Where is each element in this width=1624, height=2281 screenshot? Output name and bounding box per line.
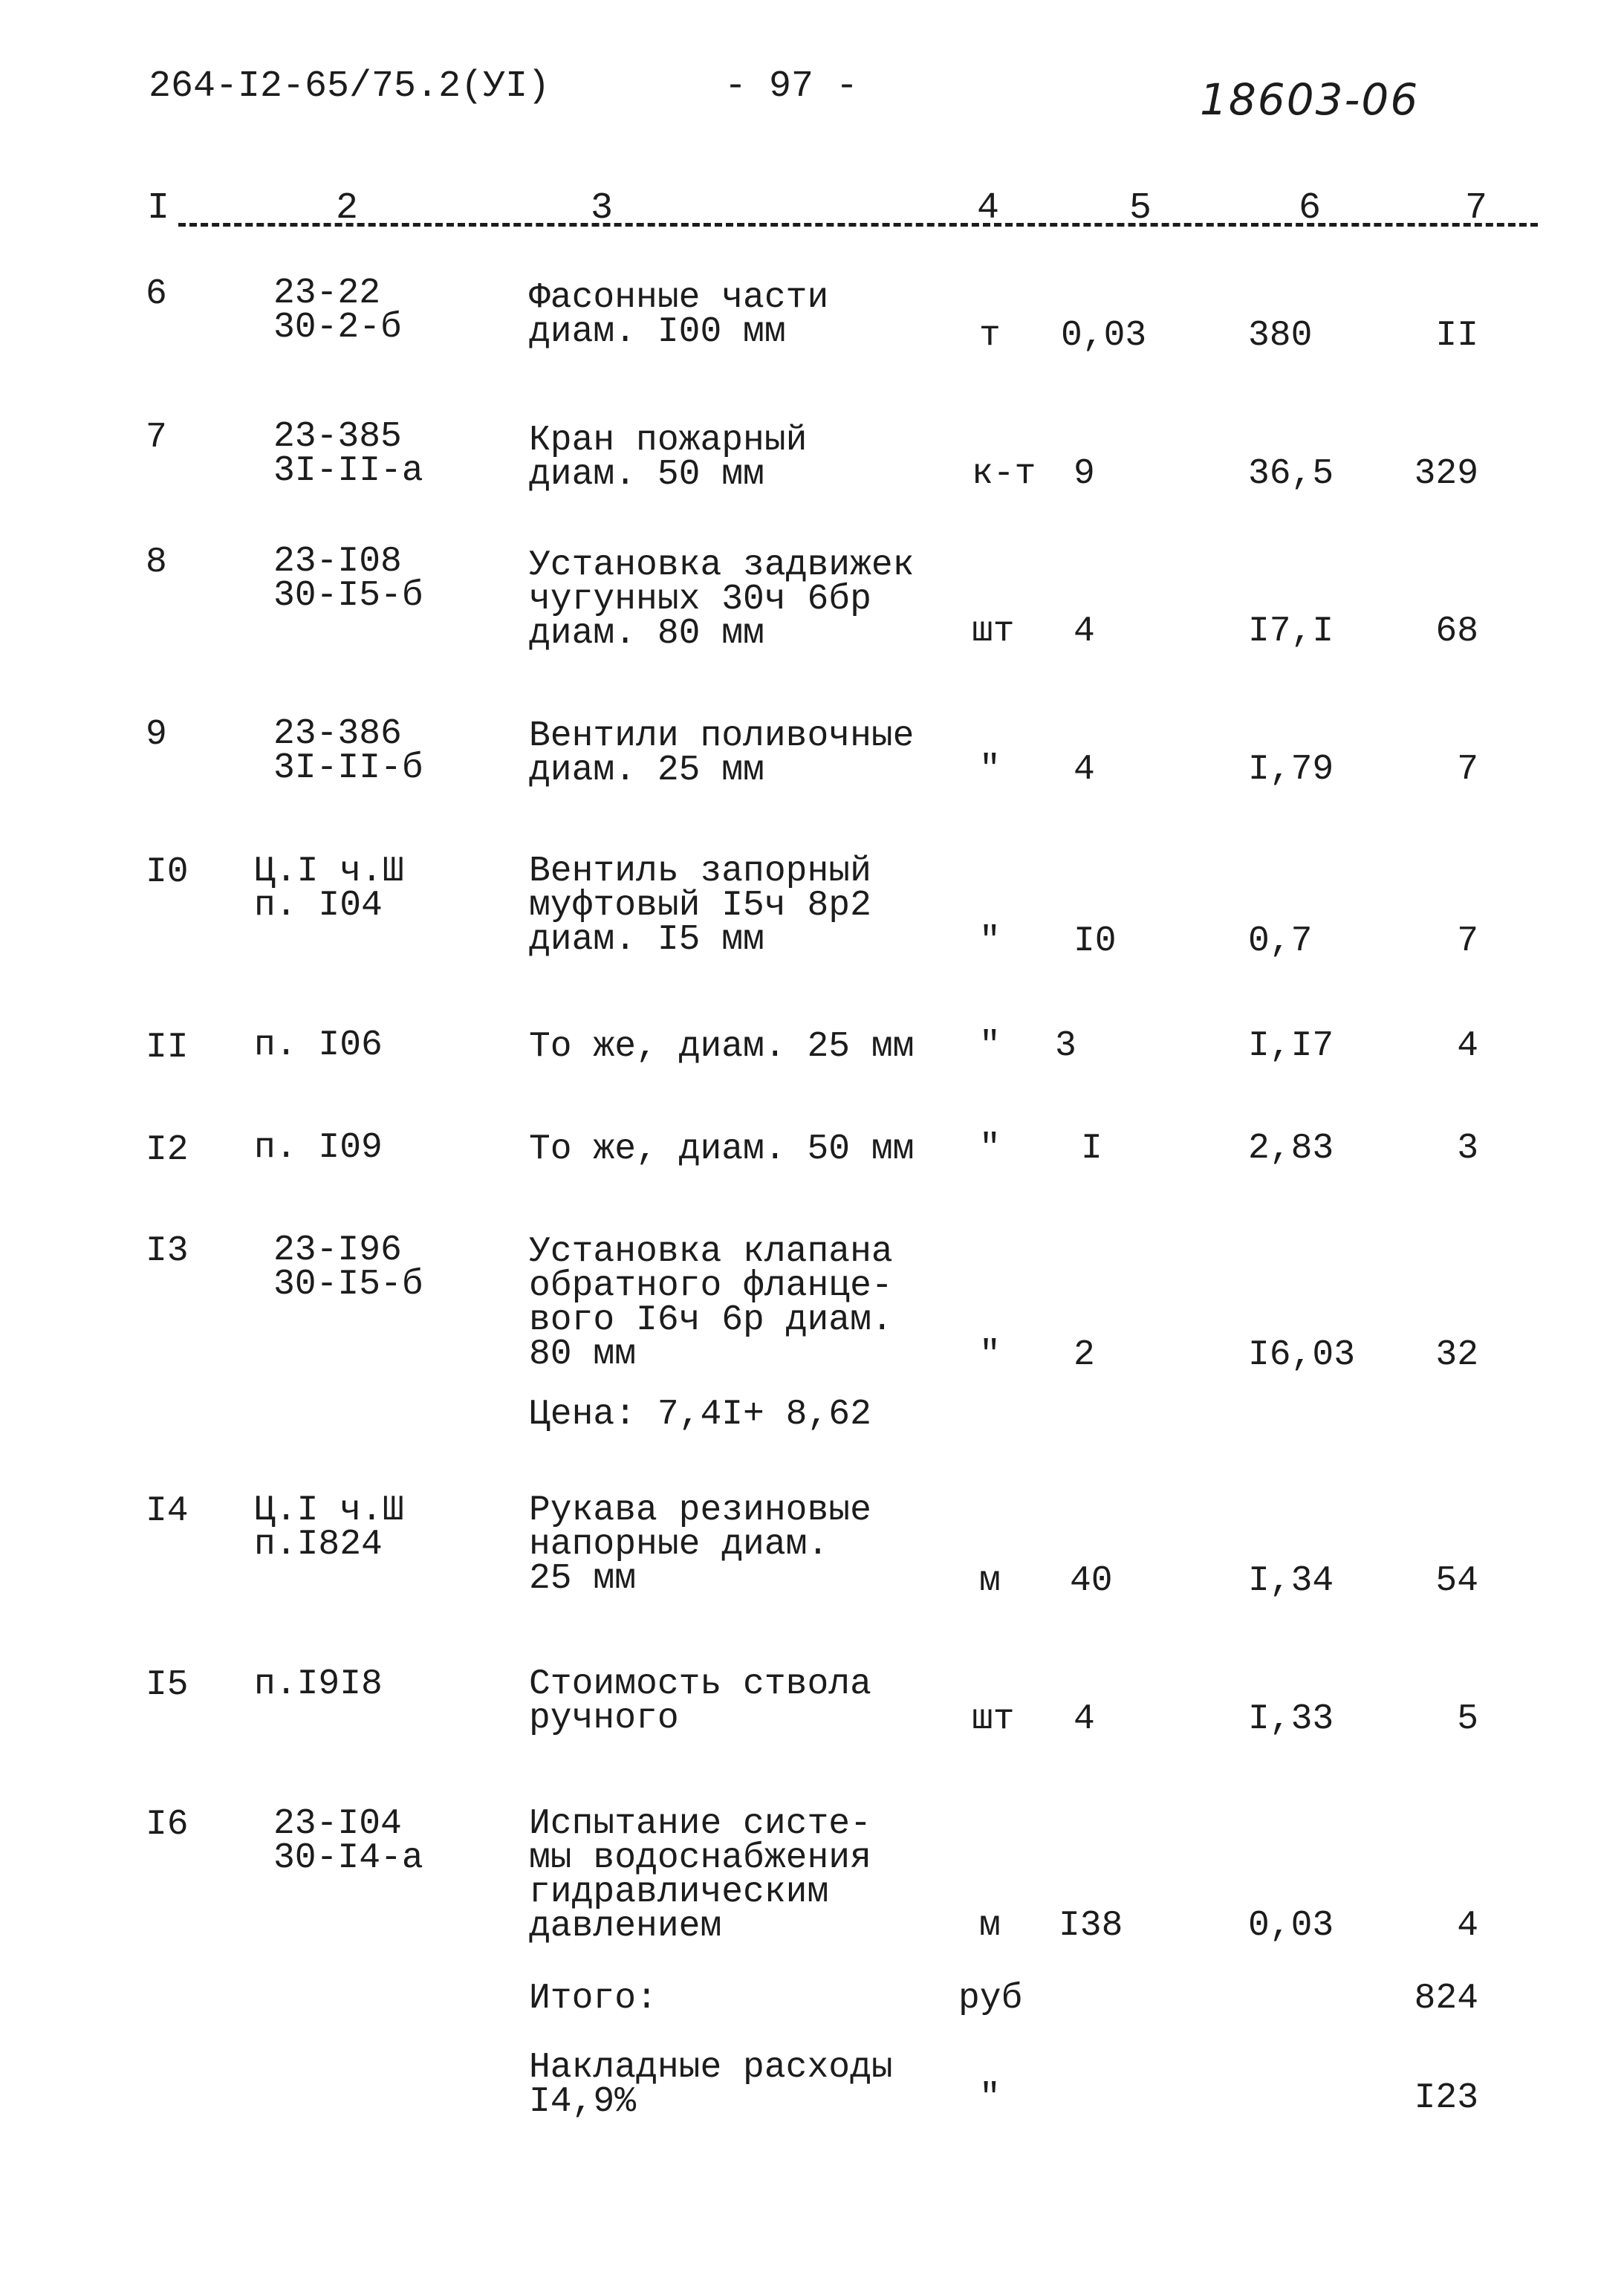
price-note: Цена: 7,4I+ 8,62 (529, 1395, 871, 1435)
row-unit: т (979, 316, 1001, 356)
row-code: п. I09 (254, 1128, 383, 1168)
overhead-total: I23 (1414, 2078, 1478, 2118)
document-code: 264-I2-65/75.2(УI) (149, 65, 550, 108)
row-number: I3 (146, 1231, 189, 1271)
row-quantity: 9 (1074, 454, 1095, 494)
row-code: 23-385 3I-II-а (273, 417, 423, 491)
row-price: I,34 (1248, 1561, 1334, 1601)
row-total: 4 (1457, 1026, 1478, 1066)
row-total: 68 (1435, 611, 1478, 652)
row-total: 4 (1457, 1906, 1478, 1946)
row-unit: м (979, 1561, 1001, 1601)
row-unit: " (979, 1129, 1001, 1169)
row-number: I6 (146, 1805, 189, 1845)
row-total: 54 (1435, 1561, 1478, 1601)
row-price: 0,7 (1248, 921, 1313, 961)
column-number-6: 6 (1299, 187, 1322, 230)
header-divider (178, 223, 1538, 227)
row-unit: м (979, 1906, 1001, 1946)
row-quantity: 4 (1074, 611, 1095, 652)
row-description: То же, диам. 50 мм (529, 1129, 915, 1169)
row-price: 36,5 (1248, 454, 1334, 494)
column-number-5: 5 (1129, 187, 1152, 230)
row-description: Вентили поливочные диам. 25 мм (529, 716, 915, 791)
row-unit: " (979, 1335, 1001, 1375)
column-number-4: 4 (977, 187, 1000, 230)
summary-total: 824 (1414, 1979, 1478, 2019)
row-total: 32 (1435, 1335, 1478, 1375)
column-number-7: 7 (1465, 187, 1488, 230)
row-quantity: I0 (1074, 921, 1117, 961)
row-unit: шт (972, 1699, 1015, 1739)
row-description: Фасонные части диам. I00 мм (529, 278, 829, 352)
row-description: Установка клапана обратного фланце- вого I6ч 6р диам. 80 мм (529, 1232, 893, 1375)
row-quantity: I (1081, 1129, 1102, 1169)
row-code: 23-I96 30-I5-б (273, 1230, 423, 1305)
row-price: I6,03 (1248, 1335, 1356, 1375)
column-number-3: 3 (591, 187, 614, 230)
row-total: 7 (1457, 921, 1478, 961)
row-code: 23-386 3I-II-б (273, 714, 423, 788)
row-price: I7,I (1248, 611, 1334, 652)
row-code: 23-I04 30-I4-а (273, 1804, 423, 1878)
summary-label: Итого: (529, 1979, 657, 2019)
row-description: Стоимость ствола ручного (529, 1664, 871, 1739)
row-total: 3 (1457, 1129, 1478, 1169)
row-unit: шт (972, 611, 1015, 652)
row-description: Установка задвижек чугунных 30ч 6бр диам. 80 мм (529, 545, 915, 654)
row-quantity: 40 (1070, 1561, 1113, 1601)
row-quantity: 3 (1055, 1026, 1076, 1066)
column-number-2: 2 (336, 187, 359, 230)
row-price: 2,83 (1248, 1129, 1334, 1169)
row-description: Кран пожарный диам. 50 мм (529, 421, 808, 495)
row-number: 6 (146, 274, 167, 314)
row-quantity: 4 (1074, 1699, 1095, 1739)
overhead-label: Накладные расходы I4,9% (529, 2048, 893, 2122)
row-number: 7 (146, 418, 167, 458)
row-number: I0 (146, 852, 189, 892)
row-total: II (1435, 316, 1478, 356)
overhead-unit: " (979, 2078, 1001, 2118)
row-unit: " (979, 750, 1001, 790)
row-quantity: 2 (1074, 1335, 1095, 1375)
page-number: - 97 - (724, 65, 859, 108)
row-code: Ц.I ч.Ш п. I04 (254, 851, 404, 926)
row-code: п.I9I8 (254, 1664, 383, 1704)
row-description: Испытание систе- мы водоснабжения гидравлическим давлением (529, 1804, 871, 1947)
row-number: 8 (146, 542, 167, 583)
row-description: Рукава резиновые напорные диам. 25 мм (529, 1490, 871, 1599)
row-price: I,I7 (1248, 1026, 1334, 1066)
row-price: 380 (1248, 316, 1313, 356)
summary-unit: руб (958, 1979, 1023, 2019)
row-description: Вентиль запорный муфтовый I5ч 8р2 диам. I5 мм (529, 851, 871, 960)
row-number: II (146, 1028, 189, 1068)
row-code: Ц.I ч.Ш п.I824 (254, 1490, 404, 1565)
row-price: 0,03 (1248, 1906, 1334, 1946)
row-unit: к-т (972, 454, 1036, 494)
row-code: п. I06 (254, 1025, 383, 1065)
row-code: 23-I08 30-I5-б (273, 542, 423, 616)
row-code: 23-22 30-2-б (273, 273, 402, 348)
row-total: 5 (1457, 1699, 1478, 1739)
row-number: 9 (146, 715, 167, 755)
row-quantity: I38 (1059, 1906, 1123, 1946)
row-unit: " (979, 1026, 1001, 1066)
row-number: I4 (146, 1491, 189, 1531)
row-number: I2 (146, 1130, 189, 1170)
row-unit: " (979, 921, 1001, 961)
row-quantity: 0,03 (1061, 316, 1147, 356)
stamp-number: 18603-06 (1200, 74, 1420, 125)
row-total: 7 (1457, 750, 1478, 790)
row-price: I,79 (1248, 750, 1334, 790)
row-description: То же, диам. 25 мм (529, 1027, 915, 1067)
row-number: I5 (146, 1665, 189, 1705)
row-quantity: 4 (1074, 750, 1095, 790)
row-price: I,33 (1248, 1699, 1334, 1739)
column-number-1: I (147, 187, 170, 230)
row-total: 329 (1414, 454, 1478, 494)
